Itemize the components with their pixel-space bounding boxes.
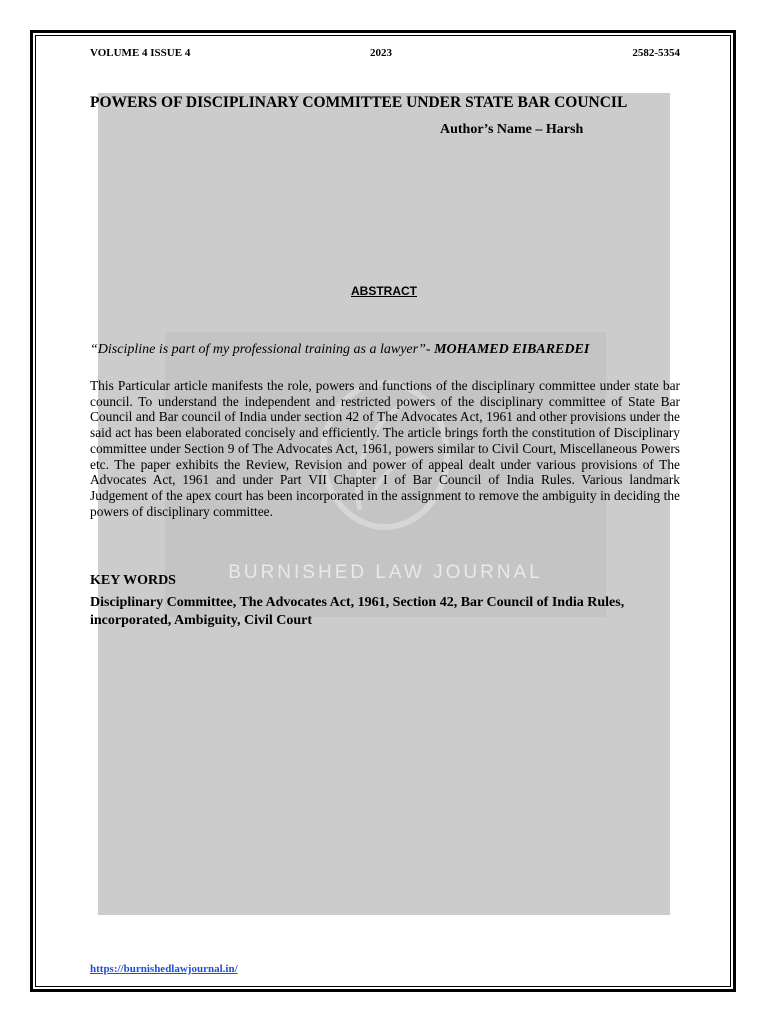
quote-source: MOHAMED EIBAREDEI bbox=[434, 342, 590, 357]
keywords-heading: KEY WORDS bbox=[90, 573, 176, 588]
quote-text: “Discipline is part of my professional training as a lawyer” bbox=[90, 342, 426, 357]
abstract-heading: ABSTRACT bbox=[351, 284, 417, 298]
author-name: Author’s Name – Harsh bbox=[440, 122, 584, 137]
article-title: POWERS OF DISCIPLINARY COMMITTEE UNDER STATE BAR COUNCIL bbox=[90, 94, 628, 111]
epigraph-quote bbox=[90, 342, 589, 358]
quote-separator: - bbox=[425, 342, 435, 357]
keywords-text: Disciplinary Committee, The Advocates Act, 1961, Section 42, Bar Council of India Rules, incorporated, Ambiguity, Civil Court bbox=[90, 595, 625, 628]
journal-website-link[interactable]: https://burnishedlawjournal.in/ bbox=[90, 963, 238, 975]
issn: 2582-5354 bbox=[632, 47, 680, 59]
abstract-body: This Particular article manifests the role, powers and functions of the disciplinary committee under state bar council. To understand the independent and restricted powers of the disciplinary committee of State Bar Council and Bar council of India under section 42 of The Advocates Act, 1961 and other provisions under the said act has been elaborated concisely and efficiently. The article brings forth the constitution of Disciplinary committee under Section 9 of The Advocates Act, 1961, powers similar to Civil Court, Miscellaneous Powers etc. The paper exhibits the Review, Revision and power of appeal dealt under various provisions of The Advocates Act, 1961 and under Part VII Chapter I of Bar Council of India Rules. Various landmark Judgement of the apex court has been incorporated in the assignment to remove the ambiguity in deciding the powers of disciplinary committee. bbox=[90, 378, 680, 519]
watermark-text: BURNISHED LAW JOURNAL bbox=[228, 562, 543, 583]
volume-issue: VOLUME 4 ISSUE 4 bbox=[90, 47, 191, 59]
journal-header bbox=[90, 47, 680, 63]
year: 2023 bbox=[370, 47, 392, 59]
